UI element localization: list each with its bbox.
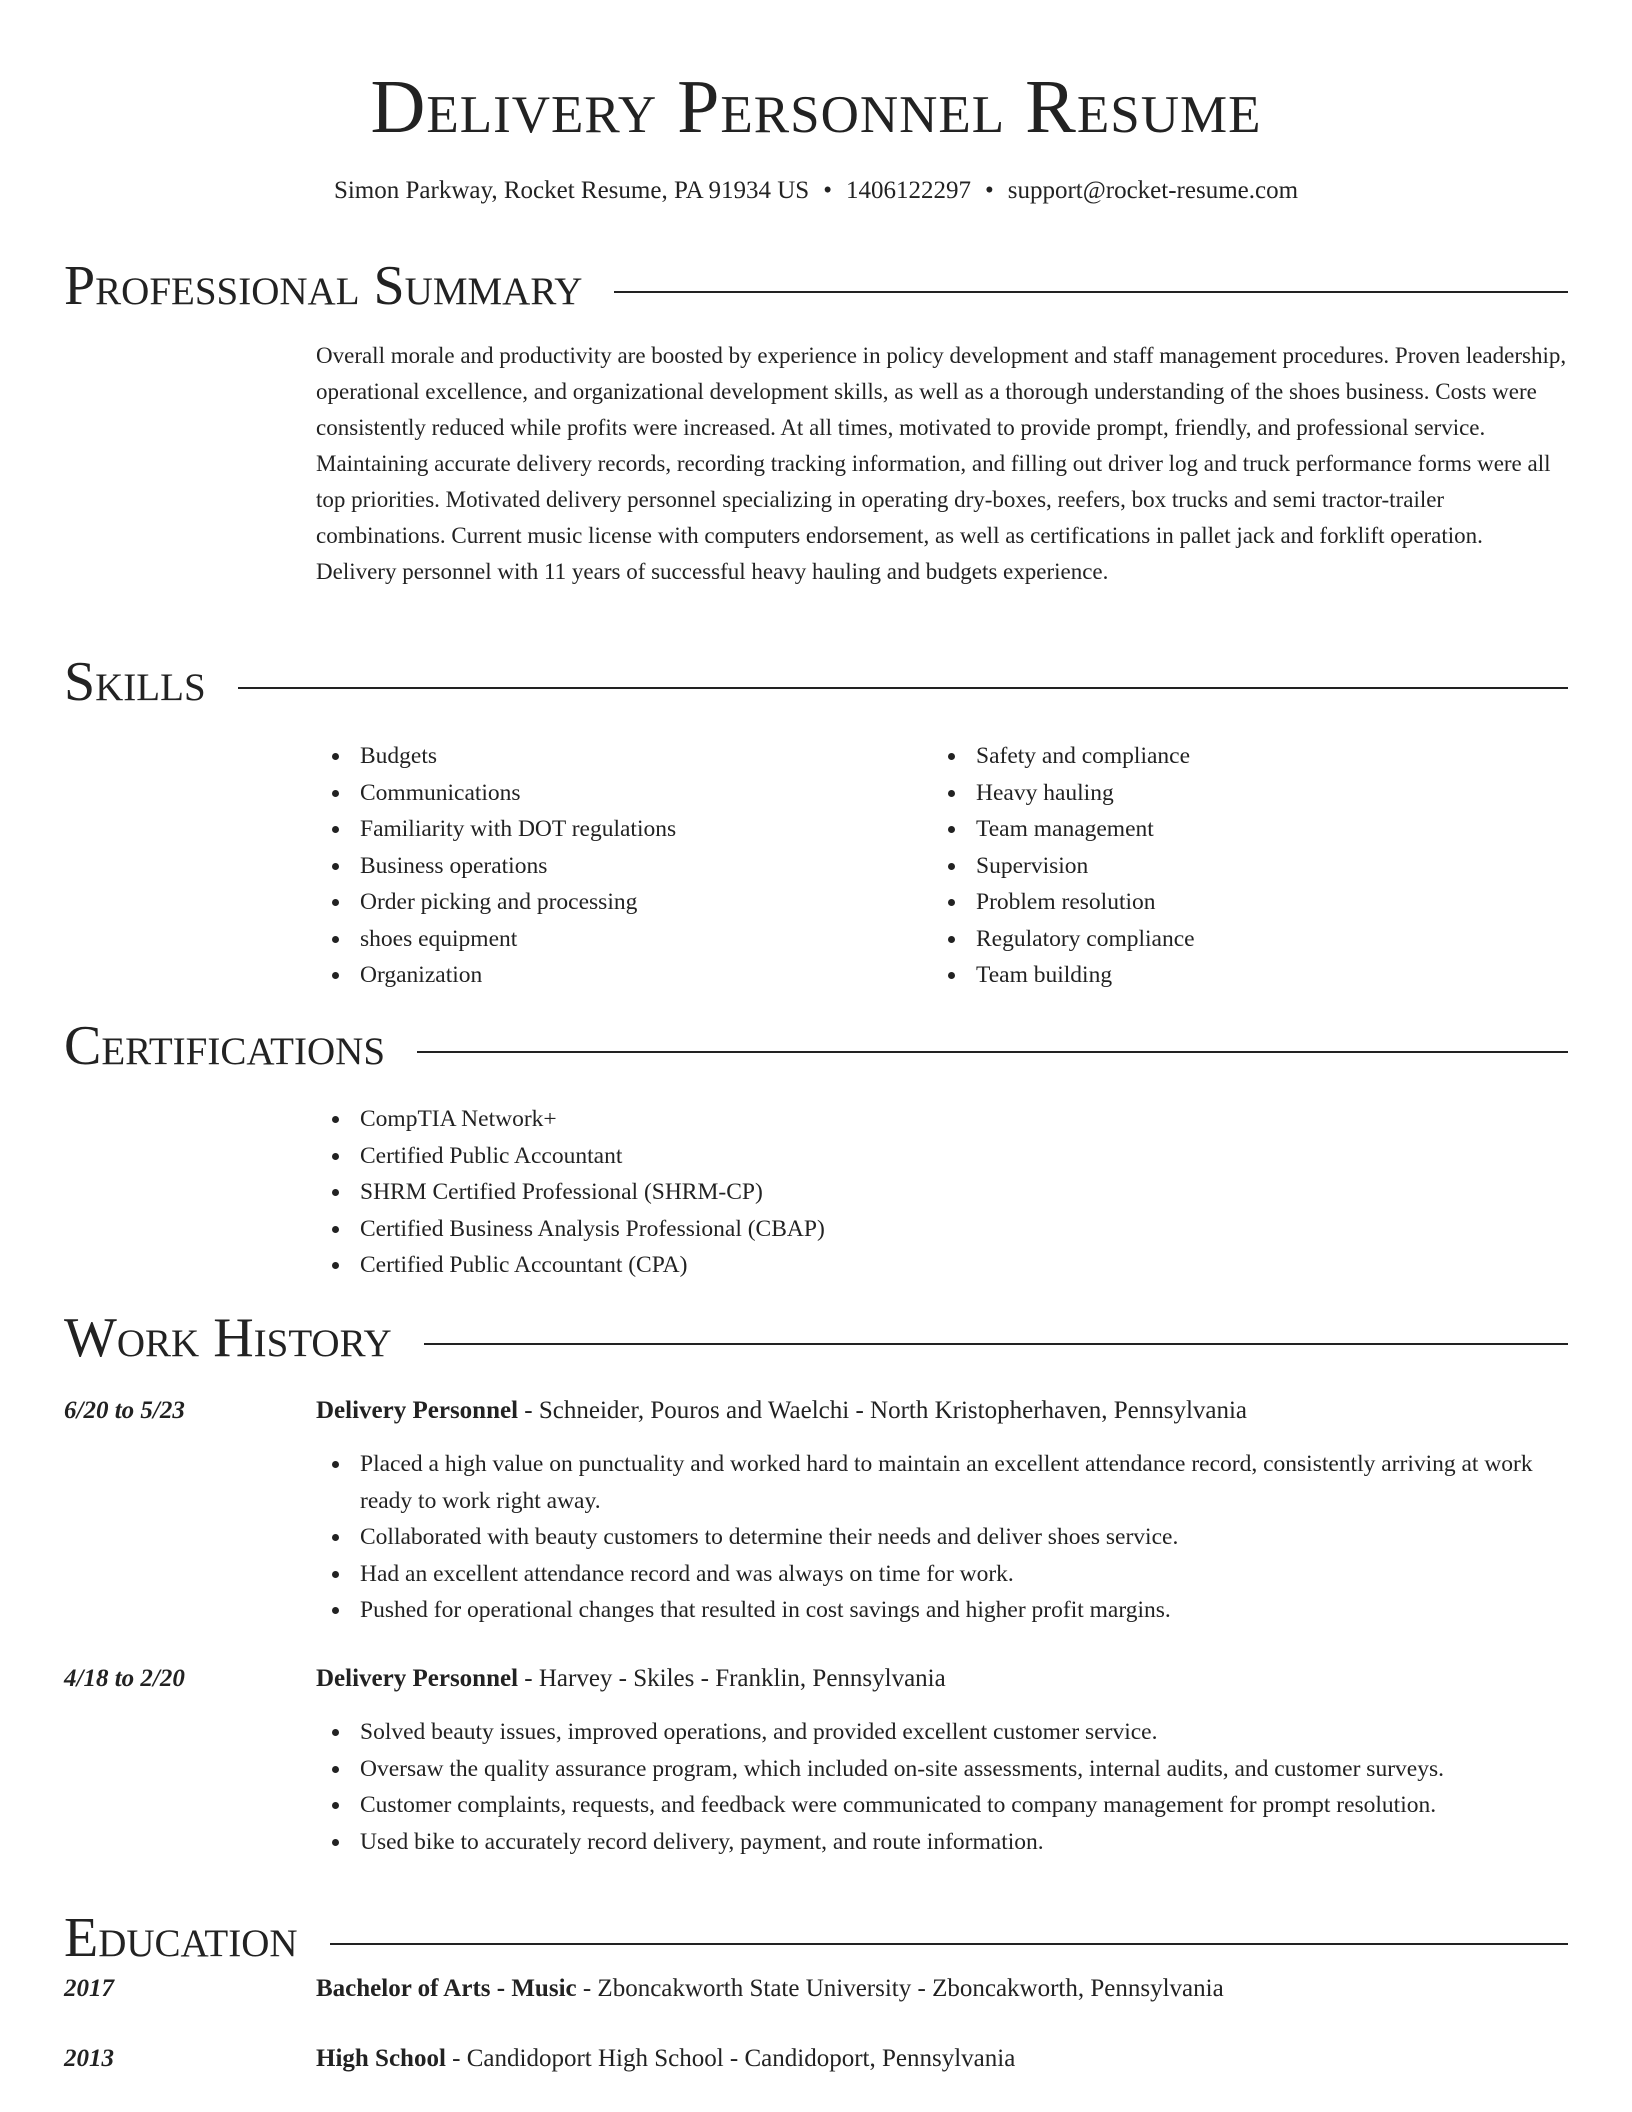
education-degree: High School <box>316 2045 446 2072</box>
skills-list-left <box>316 738 676 994</box>
job-bullet: Collaborated with beauty customers to determine their needs and deliver shoes service. <box>316 1519 1568 1556</box>
skill-item: Order picking and processing <box>316 884 676 921</box>
education-entry <box>316 2041 1568 2077</box>
skill-item: Communications <box>316 775 676 812</box>
skill-item: Team management <box>932 811 1195 848</box>
skill-item: Familiarity with DOT regulations <box>316 811 676 848</box>
job-title-line <box>316 1393 1568 1429</box>
skills-list-right <box>932 738 1195 994</box>
certifications-heading: Certifications <box>64 1015 386 1077</box>
section-divider <box>614 291 1568 293</box>
skill-item: Safety and compliance <box>932 738 1195 775</box>
contact-phone: 1406122297 <box>845 177 971 204</box>
summary-heading: Professional Summary <box>64 255 583 317</box>
job-dates: 4/18 to 2/20 <box>64 1665 185 1692</box>
education-year: 2013 <box>64 2045 114 2072</box>
skills-heading: Skills <box>64 651 206 713</box>
job-title-line <box>316 1661 1568 1697</box>
job-bullet: Placed a high value on punctuality and worked hard to maintain an excellent attendance record, consistently arriving at work ready to work right away. <box>316 1446 1568 1519</box>
job-employer: - Schneider, Pouros and Waelchi - North Kristopherhaven, Pennsylvania <box>518 1397 1248 1424</box>
section-divider <box>238 687 1568 689</box>
certification-item: Certified Public Accountant <box>316 1138 825 1175</box>
summary-text: Overall morale and productivity are boosted by experience in policy development and staff management procedures. Proven leadership, operational excellence, and organizational development skills, as well as a thorough understanding of the shoes business. Costs were consistently reduced while profits were increased. At all times, motivated to provide prompt, friendly, and professional service. Maintaining accurate delivery records, recording tracking information, and filling out driver log and truck performance forms were all top priorities. Motivated delivery personnel specializing in operating dry-boxes, reefers, box trucks and semi tractor-trailer combinations. Current music license with computers endorsement, as well as certifications in pallet jack and forklift operation. Delivery personnel with 11 years of successful heavy hauling and budgets experience. <box>316 343 1567 584</box>
work-history-section-header <box>64 1308 1568 1368</box>
job-title: Delivery Personnel <box>316 1397 519 1424</box>
job-bullets <box>316 1714 1568 1860</box>
certification-item: Certified Business Analysis Professional (CBAP) <box>316 1211 825 1248</box>
contact-email: support@rocket-resume.com <box>1007 177 1299 204</box>
job-bullet: Oversaw the quality assurance program, which included on-site assessments, internal audits, and customer surveys. <box>316 1751 1568 1788</box>
education-school: - Zboncakworth State University - Zboncakworth, Pennsylvania <box>576 1975 1224 2002</box>
certification-item: Certified Public Accountant (CPA) <box>316 1247 825 1284</box>
education-section-header <box>64 1908 1568 1968</box>
certification-item: CompTIA Network+ <box>316 1101 825 1138</box>
section-divider <box>424 1343 1568 1345</box>
skill-item: Heavy hauling <box>932 775 1195 812</box>
work-history-heading: Work History <box>64 1307 392 1369</box>
section-divider <box>330 1943 1568 1945</box>
job-dates: 6/20 to 5/23 <box>64 1397 185 1424</box>
certification-item: SHRM Certified Professional (SHRM-CP) <box>316 1174 825 1211</box>
summary-section-header <box>64 256 1568 316</box>
job-bullet: Used bike to accurately record delivery, payment, and route information. <box>316 1824 1568 1861</box>
skill-item: Business operations <box>316 848 676 885</box>
skill-item: shoes equipment <box>316 921 676 958</box>
job-bullet: Customer complaints, requests, and feedback were communicated to company management for prompt resolution. <box>316 1787 1568 1824</box>
contact-separator: • <box>984 177 994 204</box>
education-school: - Candidoport High School - Candidoport, Pennsylvania <box>445 2045 1016 2072</box>
contact-line <box>0 176 1632 206</box>
job-title: Delivery Personnel <box>316 1665 519 1692</box>
education-year: 2017 <box>64 1975 114 2002</box>
certifications-list <box>316 1101 825 1284</box>
skill-item: Budgets <box>316 738 676 775</box>
skill-item: Problem resolution <box>932 884 1195 921</box>
certifications-section-header <box>64 1016 1568 1076</box>
education-heading: Education <box>64 1907 298 1969</box>
job-bullet: Solved beauty issues, improved operations, and provided excellent customer service. <box>316 1714 1568 1751</box>
skill-item: Team building <box>932 957 1195 994</box>
resume-title: Delivery Personnel Resume <box>370 65 1262 149</box>
job-bullet: Pushed for operational changes that resulted in cost savings and higher profit margins. <box>316 1592 1568 1629</box>
job-bullets <box>316 1446 1568 1629</box>
skill-item: Organization <box>316 957 676 994</box>
skills-section-header <box>64 652 1568 712</box>
contact-separator: • <box>823 177 832 204</box>
skill-item: Supervision <box>932 848 1195 885</box>
job-bullet: Had an excellent attendance record and was always on time for work. <box>316 1556 1568 1593</box>
job-employer: - Harvey - Skiles - Franklin, Pennsylvania <box>518 1665 946 1692</box>
section-divider <box>417 1051 1568 1053</box>
contact-address: Simon Parkway, Rocket Resume, PA 91934 US <box>333 177 810 204</box>
skill-item: Regulatory compliance <box>932 921 1195 958</box>
education-entry <box>316 1971 1568 2007</box>
education-degree: Bachelor of Arts - Music <box>316 1975 577 2002</box>
